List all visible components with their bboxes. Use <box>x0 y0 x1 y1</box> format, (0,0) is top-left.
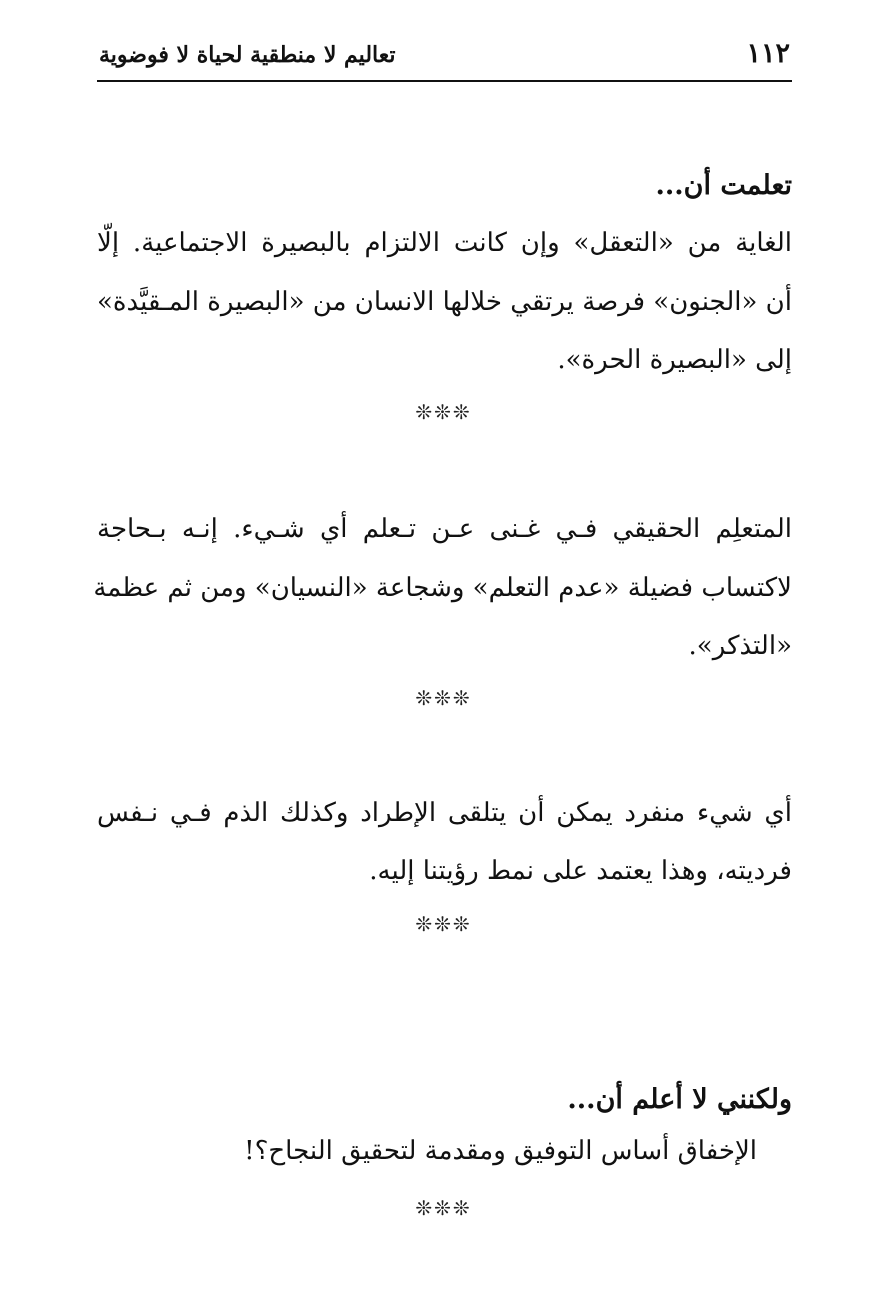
section-separator: ❊❊❊ <box>415 400 472 424</box>
paragraph-line: أي شيء منفرد يمكن أن يتلقى الإطراد وكذلك الذم فـي نـفس <box>97 798 792 828</box>
paragraph-line: المتعلِم الحقيقي فـي غـنى عـن تـعلم أي شـيء. إنـه بـحاجة <box>97 514 792 544</box>
running-header <box>97 36 792 76</box>
paragraph-line: الغاية من «التعقل» وإن كانت الالتزام بالبصيرة الاجتماعية. إلّا <box>97 228 792 258</box>
paragraph-line: أن «الجنون» فرصة يرتقي خلالها الانسان من «البصيرة المـقيَّدة» <box>97 287 792 317</box>
book-title: تعاليم لا منطقية لحياة لا فوضوية <box>99 42 396 68</box>
paragraph-line: فرديته، وهذا يعتمد على نمط رؤيتنا إليه. <box>369 856 792 886</box>
header-rule <box>97 80 792 82</box>
section-heading-learned: تعلمت أن... <box>655 170 792 201</box>
page-number: ١١٢ <box>746 38 790 69</box>
section-separator: ❊❊❊ <box>415 1196 472 1220</box>
paragraph-line: لاكتساب فضيلة «عدم التعلم» وشجاعة «النسيان» ومن ثم عظمة <box>93 573 792 603</box>
paragraph-line: الإخفاق أساس التوفيق ومقدمة لتحقيق النجاح؟! <box>244 1136 757 1166</box>
section-separator: ❊❊❊ <box>415 912 472 936</box>
section-heading-unknown: ولكنني لا أعلم أن... <box>567 1084 792 1115</box>
section-separator: ❊❊❊ <box>415 686 472 710</box>
paragraph-line: «التذكر». <box>688 631 792 661</box>
paragraph-line: إلى «البصيرة الحرة». <box>557 345 792 375</box>
